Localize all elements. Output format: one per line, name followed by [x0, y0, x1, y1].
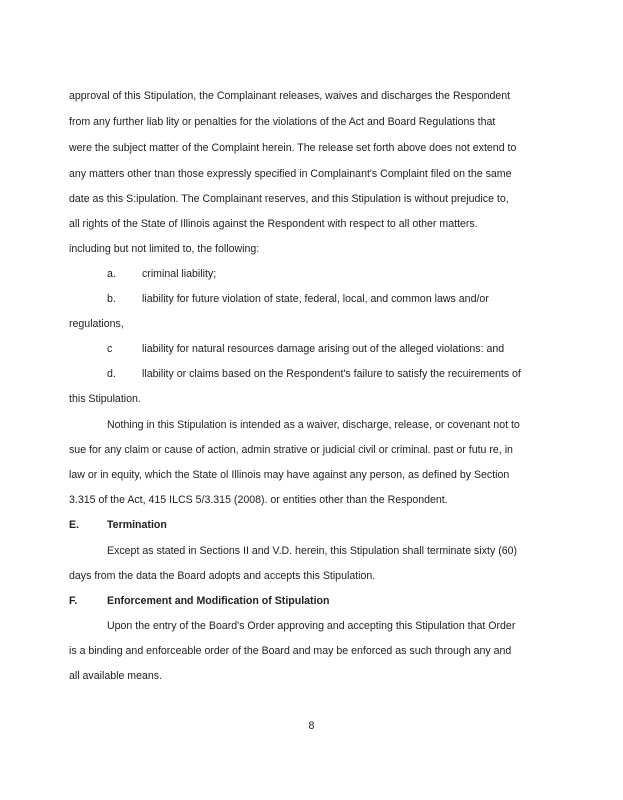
section-e-marker: E.	[69, 519, 80, 531]
body-line: including but not limited to, the following:	[69, 243, 260, 255]
page-number: 8	[308, 720, 315, 732]
section-f-marker: F.	[69, 595, 78, 607]
body-line: were the subject matter of the Complaint herein. The release set forth above does not extend to	[69, 142, 517, 154]
list-item-continuation: regulations,	[69, 318, 124, 330]
body-line: days from the data the Board adopts and accepts this Stipulation.	[69, 570, 376, 582]
body-line: sue for any claim or cause of action, admin strative or judicial civil or criminal. past or futu re, in	[69, 444, 513, 456]
list-item-text: liability for natural resources damage arising out of the alleged violations: and	[142, 343, 505, 355]
body-line: Nothing in this Stipulation is intended as a waiver, discharge, release, or covenant not to	[107, 419, 520, 431]
body-line: law or in equity, which the State ol Illinois may have against any person, as defined by Section	[69, 469, 510, 481]
body-line: any matters other tnan those expressly specified in Complainant's Complaint filed on the same	[69, 168, 512, 180]
body-line: all rights of the State of Illinois against the Respondent with respect to all other matters.	[69, 218, 478, 230]
body-line: 3.315 of the Act, 415 ILCS 5/3.315 (2008). or entities other than the Respondent.	[69, 494, 448, 506]
list-marker: d.	[107, 368, 116, 380]
body-line: from any further liab lity or penalties for the violations of the Act and Board Regulations that	[69, 116, 496, 128]
list-item-continuation: this Stipulation.	[69, 393, 141, 405]
list-item-text: criminal liability;	[142, 268, 217, 280]
list-marker: c	[107, 343, 113, 355]
list-item-text: liability for future violation of state, federal, local, and common laws and/or	[142, 293, 489, 305]
list-item-text: llability or claims based on the Respondent's failure to satisfy the recuirements of	[142, 368, 521, 380]
body-line: approval of this Stipulation, the Complainant releases, waives and discharges the Respondent	[69, 90, 511, 102]
body-line: Except as stated in Sections II and V.D. herein, this Stipulation shall terminate sixty (60)	[107, 545, 518, 557]
body-line: is a binding and enforceable order of the Board and may be enforced as such through any and	[69, 645, 512, 657]
body-line: date as this S:ipulation. The Complainant reserves, and this Stipulation is without prejudice to,	[69, 193, 509, 205]
list-marker: a.	[107, 268, 116, 280]
section-f-heading: Enforcement and Modification of Stipulation	[107, 595, 330, 607]
section-e-heading: Termination	[107, 519, 167, 531]
body-line: all available means.	[69, 670, 163, 682]
body-line: Upon the entry of the Board's Order approving and accepting this Stipulation that Order	[107, 620, 516, 632]
list-marker: b.	[107, 293, 116, 305]
